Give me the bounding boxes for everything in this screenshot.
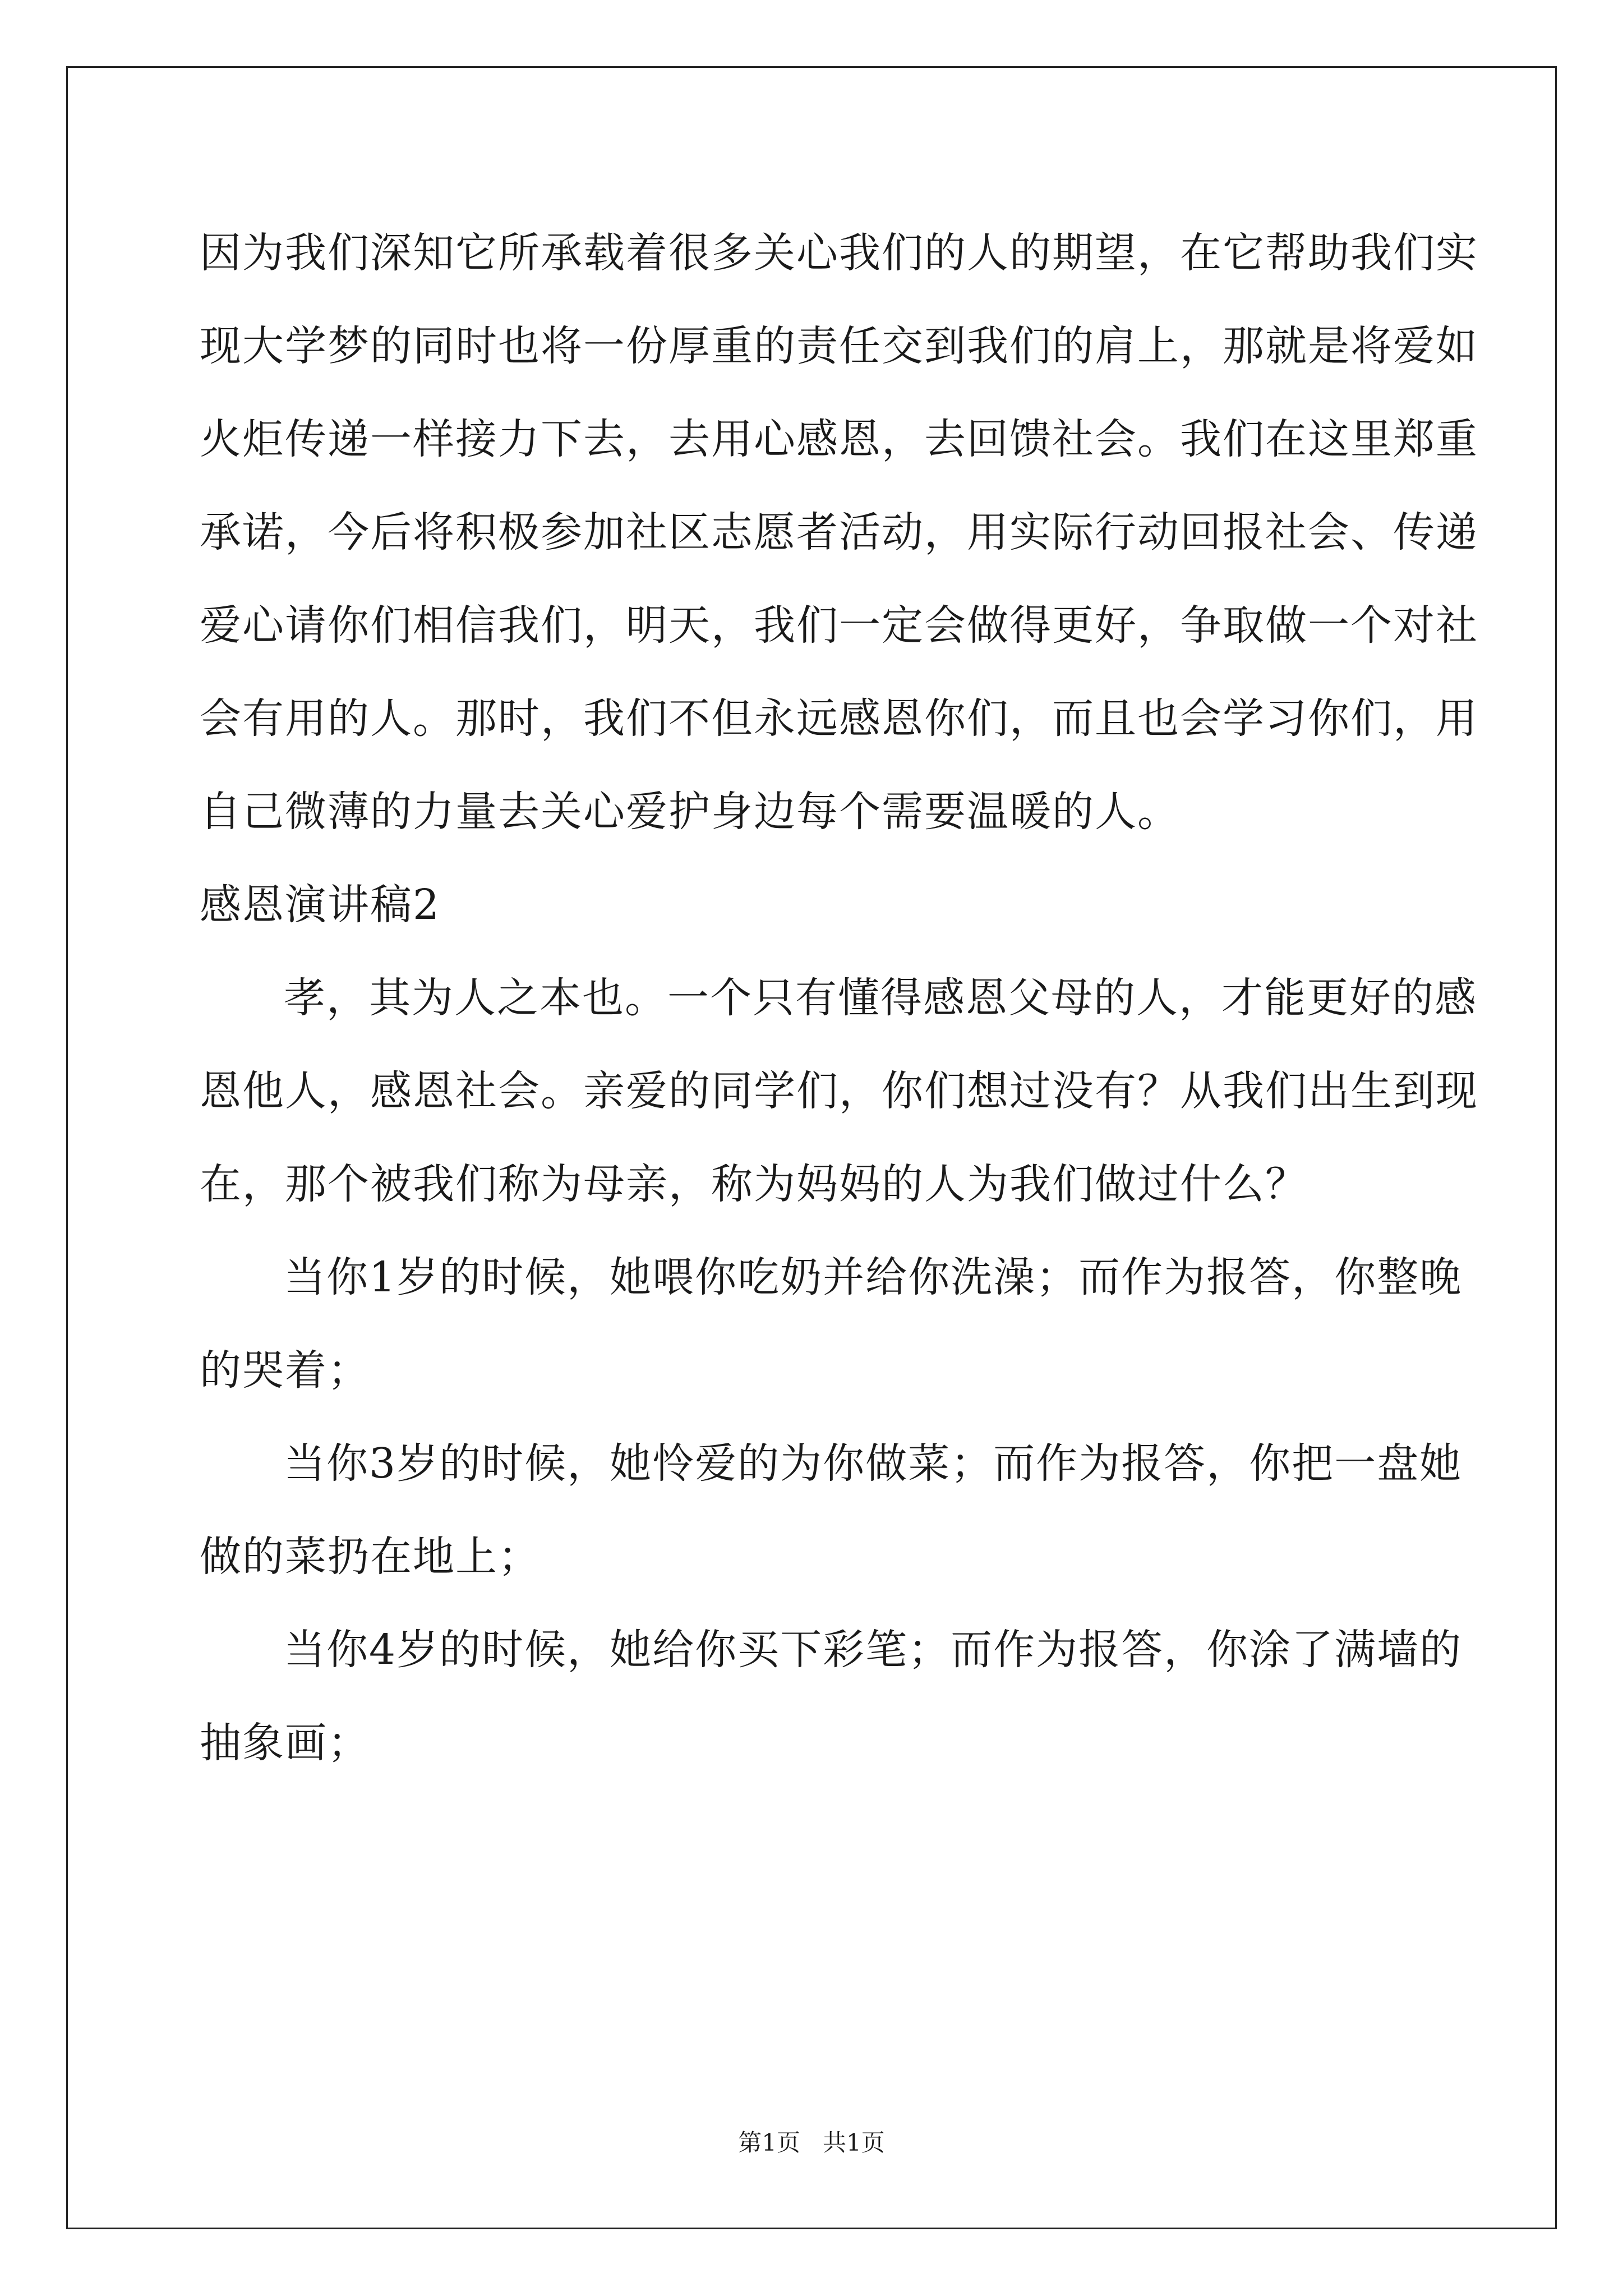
text-line: 现大学梦的同时也将一份厚重的责任交到我们的肩上，那就是将爱如 — [200, 322, 1478, 370]
text-line: 抽象画； — [200, 1719, 370, 1767]
text-line: 恩他人，感恩社会。亲爱的同学们，你们想过没有？从我们出生到现 — [200, 1067, 1478, 1115]
page-footer: 第1页 共1页 — [738, 2129, 885, 2156]
text-line: 因为我们深知它所承载着很多关心我们的人的期望，在它帮助我们实 — [200, 229, 1478, 277]
text-line: 会有用的人。那时，我们不但永远感恩你们，而且也会学习你们，用 — [200, 694, 1478, 743]
text-line: 做的菜扔在地上； — [200, 1533, 541, 1581]
text-line: 爱心请你们相信我们，明天，我们一定会做得更好，争取做一个对社 — [200, 601, 1478, 650]
document-body — [200, 206, 1478, 1789]
text-line: 自己微薄的力量去关心爱护身边每个需要温暖的人。 — [200, 788, 1180, 836]
text-line: 在，那个被我们称为母亲，称为妈妈的人为我们做过什么？ — [200, 1160, 1308, 1208]
text-line: 孝，其为人之本也。一个只有懂得感恩父母的人，才能更好的感 — [284, 974, 1477, 1022]
text-line: 火炬传递一样接力下去，去用心感恩，去回馈社会。我们在这里郑重 — [200, 415, 1478, 463]
section-heading: 感恩演讲稿2 — [200, 881, 441, 929]
text-line: 承诺，今后将积极参加社区志愿者活动，用实际行动回报社会、传递 — [200, 508, 1478, 556]
text-line: 当你4岁的时候，她给你买下彩笔；而作为报答，你涂了满墙的 — [284, 1626, 1463, 1674]
text-line: 当你1岁的时候，她喂你吃奶并给你洗澡；而作为报答，你整晚 — [284, 1253, 1463, 1301]
text-line: 当你3岁的时候，她怜爱的为你做菜；而作为报答，你把一盘她 — [284, 1439, 1463, 1488]
text-line: 的哭着； — [200, 1346, 370, 1395]
